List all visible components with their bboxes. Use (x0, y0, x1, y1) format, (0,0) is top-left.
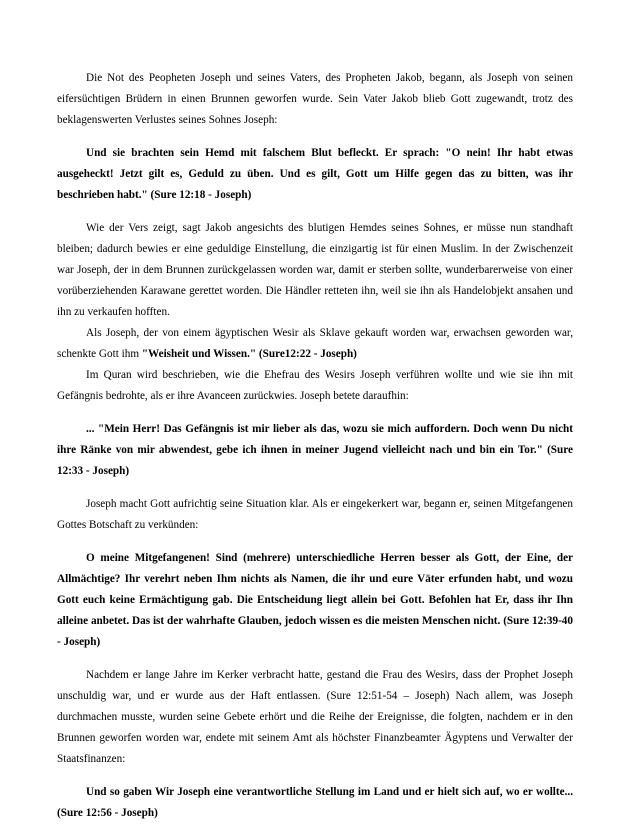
quote-sure-12-18: Und sie brachten sein Hemd mit falschem Blut befleckt. Er sprach: "O nein! Ihr habt etwas ausgeheckt! Jetzt gilt es, Geduld zu üben. Und es gilt, Gott um Hilfe gegen das zu bitten, was ihr beschrieben habt." (Sure 12:18 - Joseph) (57, 147, 573, 201)
paragraph-jakob-patience: Wie der Vers zeigt, sagt Jakob angesichts des blutigen Hemdes seines Sohnes, er müsse nun standhaft bleiben; dadurch bewies er eine geduldige Einstellung, die einzigartig ist für einen Muslim. In der Zwischenzeit war Joseph, der in dem Brunnen zurückgelassen worden war, damit er sterben sollte, wunderbarerweise von einer vorüberziehenden Karawane gerettet worden. Die Händler retteten ihn, weil sie ihn als Handelobjekt ansahen und ihn zu verkaufen hofften. (57, 222, 573, 318)
paragraph-wesir-wife: Im Quran wird beschrieben, wie die Ehefrau des Wesirs Joseph verführen wollte und wie sie ihn mit Gefängnis bedrohte, als er ihre Avanceen zurückwies. Joseph betete daraufhin: (57, 369, 573, 402)
paragraph-wisdom-text: Als Joseph, der von einem ägyptischen Wesir als Sklave gekauft worden war, erwachsen geworden war, schenkte Gott ihm (57, 327, 573, 360)
paragraph-release: Nachdem er lange Jahre im Kerker verbracht hatte, gestand die Frau des Wesirs, dass der Prophet Joseph unschuldig war, und er wurde aus der Haft entlassen. (Sure 12:51-54 – Joseph) Nach allem, was Joseph durchmachen musste, wurden seine Gebete erhört und die Reihe der Ereignisse, die folgten, nachdem er in den Brunnen geworfen worden war, endete mit seinem Amt als höchster Finanzbeamter Ägyptens und Verwalter der Staatsfinanzen: (57, 669, 573, 765)
quote-sure-12-33: ... "Mein Herr! Das Gefängnis ist mir lieber als das, wozu sie mich auffordern. Doch wenn Du nicht ihre Ränke von mir abwendest, gebe ich ihnen in meiner Jugend vielleicht nach und bin ein Tor." (Sure 12:33 - Joseph) (57, 423, 573, 477)
quote-sure-12-22: "Weisheit und Wissen." (Sure12:22 - Joseph) (141, 348, 357, 360)
paragraph-intro: Die Not des Peopheten Joseph und seines Vaters, des Propheten Jakob, begann, als Joseph von seinen eifersüchtigen Brüdern in einen Brunnen geworfen wurde. Sein Vater Jakob blieb Gott zugewandt, trotz des beklagenswerten Verlustes seines Sohnes Joseph: (57, 72, 573, 126)
quote-sure-12-39-40: O meine Mitgefangenen! Sind (mehrere) unterschiedliche Herren besser als Gott, der Eine, der Allmächtige? Ihr verehrt neben Ihm nichts als Namen, die ihr und eure Väter erfunden habt, und wozu Gott euch keine Ermächtigung gab. Die Entscheidung liegt allein bei Gott. Befohlen hat Er, dass ihr Ihn alleine anbetet. Das ist der wahrhafte Glauben, jedoch wissen es die meisten Menschen nicht. (Sure 12:39-40 - Joseph) (57, 552, 573, 648)
quote-sure-12-56: Und so gaben Wir Joseph eine verantwortliche Stellung im Land und er hielt sich auf, wo er wollte... (Sure 12:56 - Joseph) (57, 786, 573, 819)
paragraph-wisdom-knowledge (57, 323, 573, 365)
document-page (57, 68, 573, 824)
paragraph-prison-message: Joseph macht Gott aufrichtig seine Situation klar. Als er eingekerkert war, begann er, seinen Mitgefangenen Gottes Botschaft zu verkünden: (57, 498, 573, 531)
